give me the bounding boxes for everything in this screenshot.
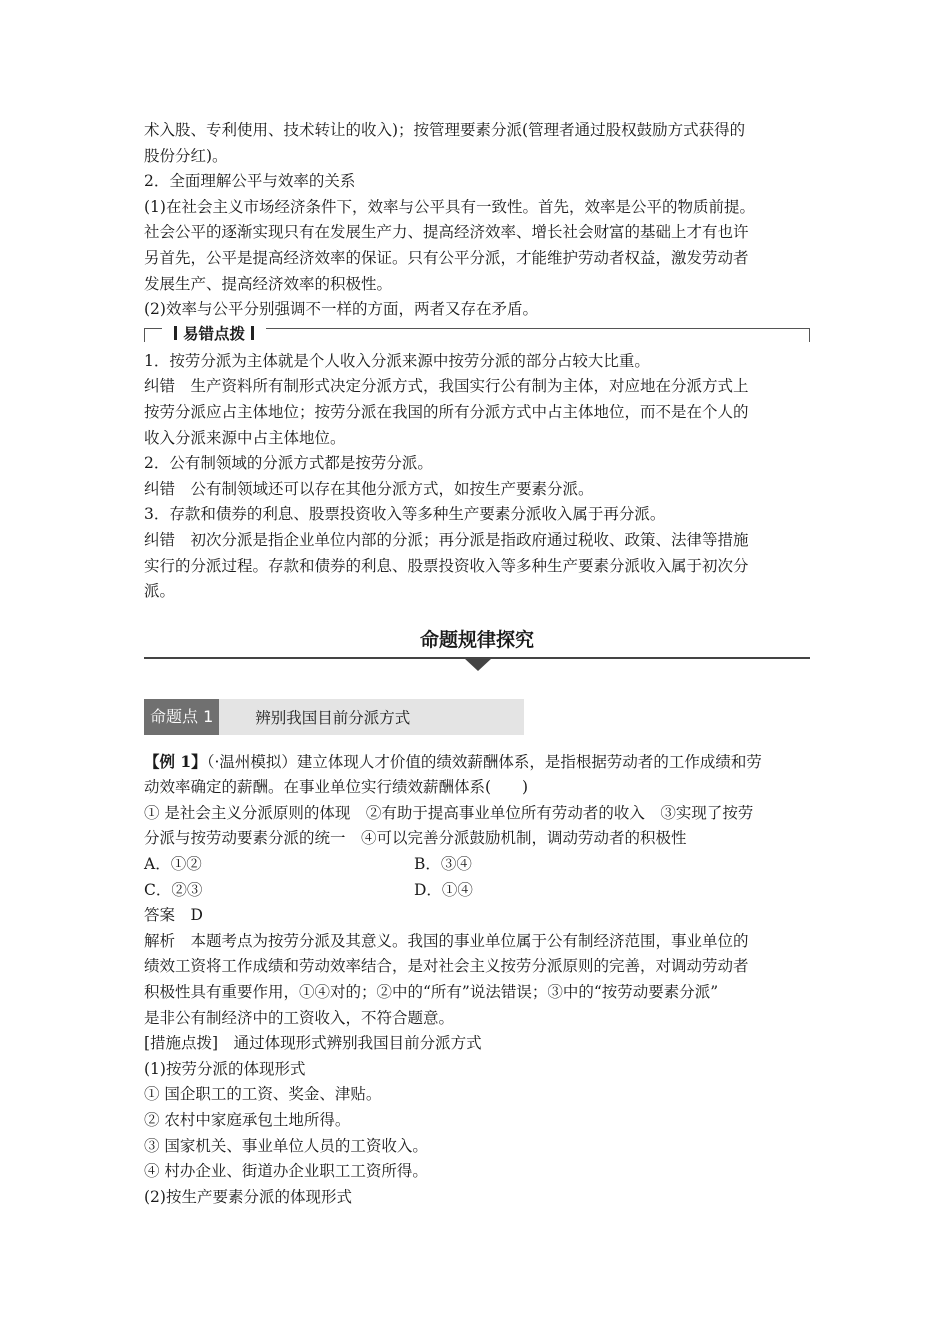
text-line: ④ 村办企业、街道办企业职工工资所得。 [144,1162,428,1181]
text-line: 股份分红)。 [144,146,228,165]
bar-icon [251,326,254,340]
bar-icon [174,326,177,340]
example-line [144,749,810,776]
example-block [144,749,810,929]
text-line: 实行的分派过程。存款和债券的利息、股票投资收入等多种生产要素分派收入属于初次分 [144,556,749,575]
topic-point-title: 辨别我国目前分派方式 [255,708,411,727]
text-line: 积极性具有重要作用，①④对的；②中的“所有”说法错误；③中的“按劳动要素分派” [144,983,719,1002]
option-c: C．②③ [144,880,203,899]
text-line: 1．按劳分派为主体就是个人收入分派来源中按劳分派的部分占较大比重。 [144,351,650,370]
text-line: 纠错 初次分派是指企业单位内部的分派；再分派是指政府通过税收、政策、法律等措施 [144,530,749,549]
text-line: (1)在社会主义市场经济条件下，效率与公平具有一致性。首先，效率是公平的物质前提。 [144,197,755,216]
text-line: 术入股、专利使用、技术转让的收入)；按管理要素分派(管理者通过股权鼓励方式获得的 [144,121,746,139]
error-tip-block [144,349,810,605]
text-line: 是非公有制经济中的工资收入，不符合题意。 [144,1008,455,1027]
text-line: 3．存款和债券的利息、股票投资收入等多种生产要素分派收入属于再分派。 [144,505,666,524]
text-line: 2．公有制领域的分派方式都是按劳分派。 [144,454,433,473]
text-line: 2．全面理解公平与效率的关系 [144,172,356,191]
text-line: 纠错 公有制领域还可以存在其他分派方式，如按生产要素分派。 [144,479,594,498]
text-line: 社会公平的逐渐实现只有在发展生产力、提高经济效率、增长社会财富的基础上才有也许 [144,223,749,242]
text-line: (2)效率与公平分别强调不一样的方面，两者又存在矛盾。 [144,300,538,319]
options-row [144,852,810,878]
options-row [144,878,810,904]
text-line: ① 国企职工的工资、奖金、津贴。 [144,1085,382,1104]
example-text: （·温州模拟）建立体现人才价值的绩效薪酬体系，是指根据劳动者的工作成绩和劳 [206,752,762,771]
analysis-block [144,929,810,1211]
text-line: 发展生产、提高经济效率的积极性。 [144,274,393,293]
answer-line: 答案 D [144,906,203,925]
tip-label [162,322,266,344]
section-title: 命题规律探究 [419,628,534,651]
tip-label-text: 易错点拨 [183,324,246,343]
text-line: 收入分派来源中占主体地位。 [144,428,346,447]
section-header [144,619,810,683]
text-line: [措施点拨] 通过体现形式辨别我国目前分派方式 [144,1034,482,1053]
text-line: 派。 [144,582,176,601]
text-line: ② 农村中家庭承包土地所得。 [144,1111,351,1129]
example-line: 动效率确定的薪酬。在事业单位实行绩效薪酬体系( ) [144,778,529,797]
text-line: (1)按劳分派的体现形式 [144,1059,306,1078]
example-line: 分派与按劳动要素分派的统一 ④可以完善分派鼓励机制，调动劳动者的积极性 [144,829,687,848]
option-d: D．①④ [414,880,473,899]
intro-block [144,118,810,323]
text-line: 解析 本题考点为按劳分派及其意义。我国的事业单位属于公有制经济范围，事业单位的 [144,931,749,950]
triangle-down-icon [464,658,492,671]
text-line: 绩效工资将工作成绩和劳动效率结合，是对社会主义按劳分派原则的完善，对调动劳动者 [144,957,749,976]
text-line: (2)按生产要素分派的体现形式 [144,1187,352,1206]
option-b: B．③④ [414,855,472,874]
document-page [144,118,810,1210]
error-tip-header [144,325,810,349]
example-lead: 【例 1】 [144,751,207,771]
text-line: ③ 国家机关、事业单位人员的工资收入。 [144,1136,428,1155]
option-a: A．①② [144,855,202,874]
topic-point-tag: 命题点 1 [144,699,219,735]
example-line: ① 是社会主义分派原则的体现 ②有助于提高事业单位所有劳动者的收入 ③实现了按劳 [144,803,754,822]
text-line: 纠错 生产资料所有制形式决定分派方式，我国实行公有制为主体，对应地在分派方式上 [144,377,749,396]
text-line: 另首先，公平是提高经济效率的保证。只有公平分派，才能维护劳动者权益，激发劳动者 [144,248,749,267]
text-line: 按劳分派应占主体地位；按劳分派在我国的所有分派方式中占主体地位，而不是在个人的 [144,402,749,421]
topic-point-bar [144,699,524,735]
